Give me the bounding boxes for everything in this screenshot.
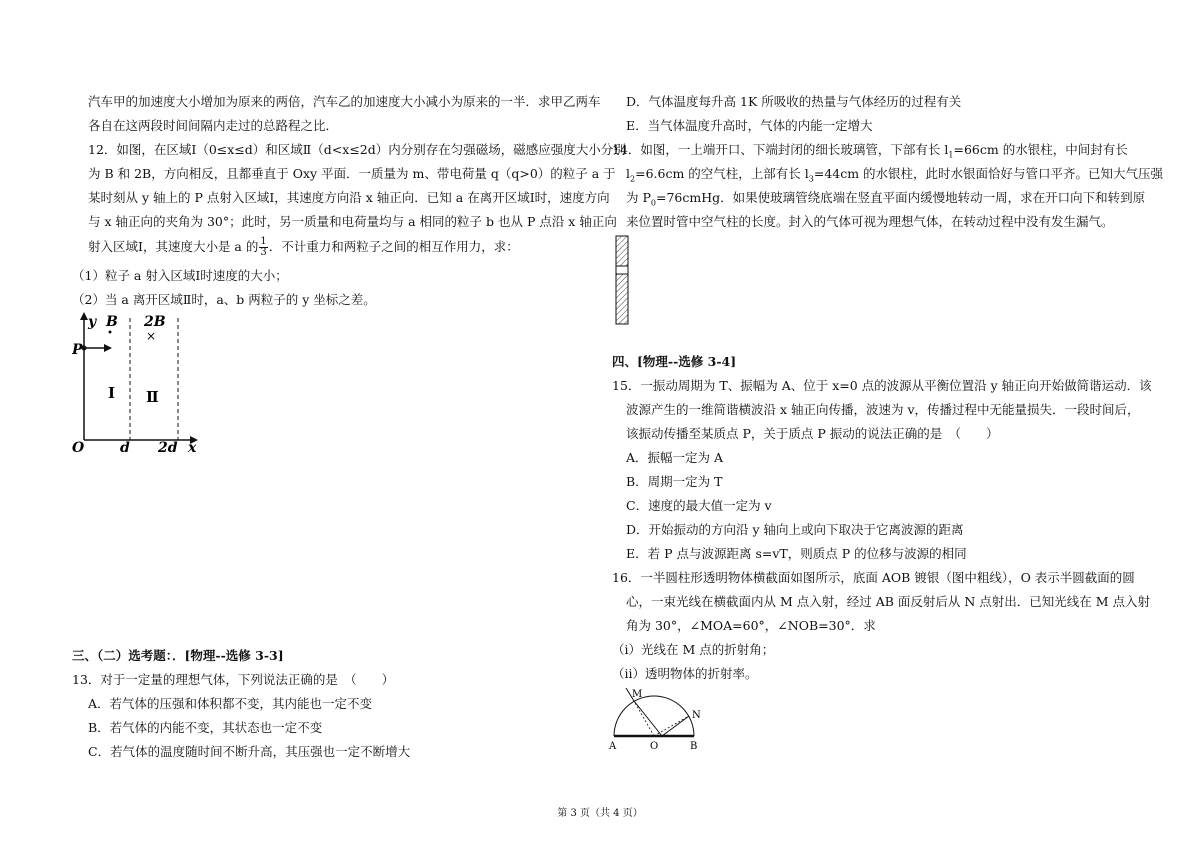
- magnetic-field-figure: [72, 312, 212, 452]
- q12-line2: 为 B 和 2B，方向相反，且都垂直于 Oxy 平面．一质量为 m、带电荷量 q（q>0）的粒子 a 于: [88, 166, 616, 181]
- label-region-ii: Ⅱ: [146, 388, 159, 406]
- glass-tube-figure: [612, 234, 632, 328]
- q14-line2-end: =44cm 的水银柱，此时水银面恰好与管口平齐。已知大气压强: [813, 166, 1164, 181]
- radius-om: [634, 701, 654, 736]
- q15-option-e: E．若 P 点与波源距离 s=vT，则质点 P 的位移与波源的相同: [626, 546, 967, 561]
- q14-line1-end: =66cm 的水银柱，中间封有长: [953, 142, 1128, 157]
- q13-option-e: E．当气体温度升高时，气体的内能一定增大: [626, 118, 873, 133]
- subscript-1: 1: [948, 150, 954, 160]
- q15-option-b: B．周期一定为 T: [626, 474, 723, 489]
- subscript-0: 0: [650, 198, 656, 208]
- air-column: [616, 266, 628, 274]
- q12-line5: [88, 236, 519, 258]
- q13-option-c: C．若气体的温度随时间不断升高，其压强也一定不断增大: [88, 744, 411, 759]
- q14-line2: [626, 166, 1163, 188]
- label-2b: 2B: [144, 314, 166, 330]
- q15-line1: 15．一振动周期为 T、振幅为 A、位于 x=0 点的波源从平衡位置沿 y 轴正向开始做简谐运动．该: [612, 378, 1152, 393]
- lower-mercury-column: [616, 274, 628, 324]
- q14-line1: [612, 142, 1128, 164]
- q14-line4: 来位置时管中空气柱的长度。封入的气体可视为理想气体，在转动过程中没有发生漏气。: [626, 214, 1114, 229]
- q14-line3: [626, 190, 1145, 212]
- q14-line2-l: l: [626, 166, 630, 181]
- q11-continuation-line2: 各自在这两段时间间隔内走过的总路程之比．: [88, 118, 339, 133]
- q12-line4: 与 x 轴正向的夹角为 30°；此时，另一质量和电荷量均与 a 相同的粒子 b 也从 P 点沿 x 轴正向: [88, 214, 617, 229]
- reflected-ray: [662, 716, 689, 736]
- q15-option-c: C．速度的最大值一定为 v: [626, 498, 772, 513]
- q16-subquestion-2: （ii）透明物体的折射率。: [612, 666, 758, 681]
- q12-line5-start: 射入区域Ⅰ，其速度大小是 a 的: [88, 239, 259, 254]
- q12-subquestion-1: （1）粒子 a 射入区域Ⅰ时速度的大小；: [72, 268, 288, 283]
- q16-line3: 角为 30°，∠MOA=60°，∠NOB=30°．求: [626, 618, 876, 633]
- q13-option-d: D．气体温度每升高 1K 所吸收的热量与气体经历的过程有关: [626, 94, 962, 109]
- label-n: N: [692, 710, 701, 721]
- label-b: B: [106, 314, 118, 330]
- upper-mercury-column: [616, 236, 628, 266]
- label-2d: 2d: [158, 440, 178, 452]
- q12-line5-end: ．不计重力和两粒子之间的相互作用力，求：: [268, 239, 519, 254]
- section-3-heading: 三、（二）选考题：．[物理--选修 3-3]: [72, 648, 284, 663]
- q14-line1-start: 14．如图，一上端开口、下端封闭的细长玻璃管，下部有长 l: [612, 142, 949, 157]
- subscript-3: 3: [808, 174, 814, 184]
- label-region-i: Ⅰ: [108, 384, 116, 402]
- subscript-2: 2: [630, 174, 636, 184]
- q14-line2-mid: =6.6cm 的空气柱，上部有长 l: [635, 166, 809, 181]
- section-4-heading: 四、[物理--选修 3-4]: [612, 354, 737, 369]
- semicircle-arc: [614, 696, 694, 736]
- velocity-arrowhead: [104, 344, 112, 352]
- q13-option-a: A．若气体的压强和体积都不变，其内能也一定不变: [88, 696, 373, 711]
- y-axis-arrow: [80, 312, 88, 320]
- label-d: d: [120, 440, 130, 452]
- label-b: B: [690, 741, 698, 752]
- field-out-dot: [109, 331, 112, 334]
- label-o: O: [650, 741, 659, 752]
- q12-line1: 12．如图，在区域Ⅰ（0≤x≤d）和区域Ⅱ（d<x≤2d）内分别存在匀强磁场，磁感应强度大小分别: [88, 142, 626, 157]
- q15-line2: 波源产生的一维简谐横波沿 x 轴正向传播，波速为 v，传播过程中无能量损失．一段时间后，: [626, 402, 1140, 417]
- refracted-ray: [634, 701, 662, 736]
- label-p: P: [72, 342, 83, 358]
- label-origin: O: [72, 440, 85, 452]
- q15-line3: 该振动传播至某质点 P，关于质点 P 振动的说法正确的是 （ ）: [626, 426, 999, 441]
- q11-continuation-line1: 汽车甲的加速度大小增加为原来的两倍，汽车乙的加速度大小减小为原来的一半．求甲乙两车: [88, 94, 601, 109]
- q13-stem: 13．对于一定量的理想气体，下列说法正确的是 （ ）: [72, 672, 395, 687]
- label-a: A: [609, 741, 617, 752]
- q14-line3-start: 为 P: [626, 190, 651, 205]
- q15-option-a: A．振幅一定为 A: [626, 450, 724, 465]
- semicircle-figure: [606, 684, 716, 752]
- label-y: y: [88, 314, 97, 330]
- label-m: M: [632, 689, 643, 700]
- q16-line1: 16．一半圆柱形透明物体横截面如图所示，底面 AOB 镀银（图中粗线），O 表示半圆截面的圆: [612, 570, 1135, 585]
- q16-line2: 心，一束光线在横截面内从 M 点入射，经过 AB 面反射后从 N 点射出．已知光线在 M 点入射: [626, 594, 1151, 609]
- fraction-denominator: 3: [260, 247, 267, 258]
- q12-line3: 某时刻从 y 轴上的 P 点射入区域Ⅰ，其速度方向沿 x 轴正向．已知 a 在离开区域Ⅰ时，速度方向: [88, 190, 610, 205]
- q14-line3-end: =76cmHg．如果使玻璃管绕底端在竖直平面内缓慢地转动一周，求在开口向下和转到原: [655, 190, 1146, 205]
- label-x: x: [188, 440, 197, 452]
- q15-option-d: D．开始振动的方向沿 y 轴向上或向下取决于它离波源的距离: [626, 522, 964, 537]
- fraction-one-third: [259, 237, 267, 258]
- q12-subquestion-2: （2）当 a 离开区域Ⅱ时，a、b 两粒子的 y 坐标之差。: [72, 292, 376, 307]
- fraction-numerator: 1: [260, 236, 267, 247]
- q13-option-b: B．若气体的内能不变，其状态也一定不变: [88, 720, 323, 735]
- q16-subquestion-1: （i）光线在 M 点的折射角；: [612, 642, 775, 657]
- field-in-cross: ×: [146, 329, 157, 343]
- page-footer: 第 3 页（共 4 页）: [557, 808, 643, 819]
